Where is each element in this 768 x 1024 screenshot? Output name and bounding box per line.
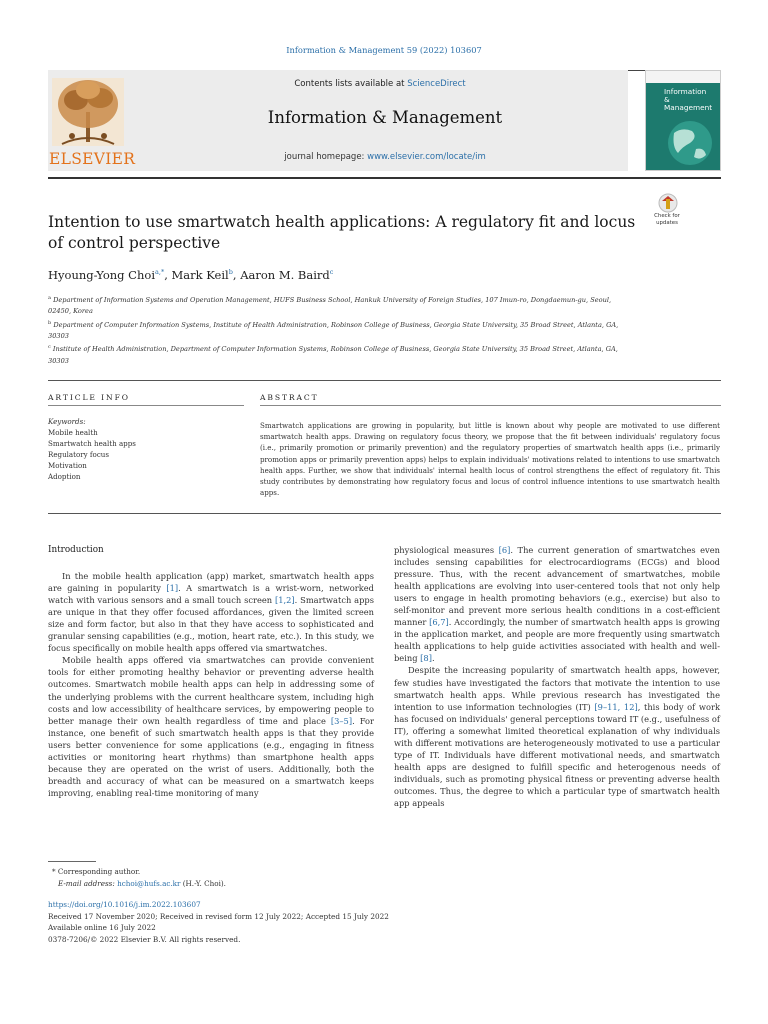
sciencedirect-link[interactable]: ScienceDirect xyxy=(407,79,466,89)
article-info-rule xyxy=(48,405,244,406)
check-for-updates-label[interactable] xyxy=(646,213,688,226)
cover-title-line2: & Management xyxy=(664,95,713,112)
keywords-label: Keywords: xyxy=(48,417,86,426)
contents-availability xyxy=(140,79,620,89)
author-marks[interactable]: b xyxy=(228,268,233,277)
email-link[interactable]: hchoi@hufs.ac.kr xyxy=(117,879,181,888)
abstract-heading: ABSTRACT xyxy=(260,393,319,402)
keyword-item: Regulatory focus xyxy=(48,449,110,459)
affiliation-item xyxy=(48,342,628,367)
contents-prefix: Contents lists available at xyxy=(294,79,408,89)
keywords-block xyxy=(48,417,244,482)
abstract-text: Smartwatch applications are growing in popularity, but little is known about why people are motivated to use different smartwatch health apps. Drawing on regulatory focus theory, we propose that the fit between individuals' regulatory focus (i.e., primarily promotion or primarily prevention) and the regulatory properties of smartwatch health apps (i.e., primarily promotion apps or primarily prevention apps) helps to explain individuals' motivations related to intentions to use smartwatch health apps. Further, we show that individuals' internal health locus of control strengthens the effect of regulatory fit. This study contributes by demonstrating how regulatory focus and locus of control influence intentions to use smartwatch health apps. xyxy=(260,421,720,498)
body-column-left xyxy=(48,544,374,799)
email-suffix: (H.-Y. Choi). xyxy=(180,879,226,888)
journal-citation[interactable]: Information & Management 59 (2022) 103607 xyxy=(286,45,482,55)
journal-homepage xyxy=(140,152,630,162)
journal-title: Information & Management xyxy=(267,108,503,127)
text-run: physiological measures xyxy=(394,545,499,555)
citation-link[interactable]: [9–11, 12] xyxy=(594,701,638,712)
text-run: . Accordingly, the number of smartwatch health apps is growing in the application market, and people are more frequently using smartwatch health applications to help guide activities associated with health and well-being xyxy=(394,617,720,664)
text-run: . A smartwatch is a wrist-worn, networked watch with various sensors and a small touch screen xyxy=(48,583,374,606)
introduction-heading: Introduction xyxy=(48,545,104,555)
text-run: . xyxy=(431,653,435,664)
text-run: In the mobile health application (app) market, smartwatch health apps are gaining in popularity xyxy=(48,571,374,594)
body-paragraph xyxy=(48,654,374,799)
body-paragraph xyxy=(48,570,374,654)
affiliation-mark: a xyxy=(48,295,51,301)
author-name[interactable]: Aaron M. Baird xyxy=(240,268,330,282)
homepage-prefix: journal homepage: xyxy=(284,152,368,162)
info-top-rule xyxy=(48,380,721,381)
copyright-line: 0378-7206/© 2022 Elsevier B.V. All rights reserved. xyxy=(48,934,241,944)
citation-link[interactable]: [1] xyxy=(166,583,179,594)
cover-title-line1: Information xyxy=(664,87,707,96)
citation-link[interactable]: [3–5] xyxy=(330,715,353,726)
text-run: Mobile health apps offered via smartwatches can provide convenient tools for either promoting healthy behavior or preventing adverse health outcomes. Smartwatch mobile health apps can help in addressing some of the underlying problems with the current healthcare system, including high costs and low accessibility of healthcare services, by empowering people to better manage their own health regardless of time and place xyxy=(48,655,374,726)
keyword-item: Mobile health xyxy=(48,427,98,437)
received-dates: Received 17 November 2020; Received in revised form 12 July 2022; Accepted 15 July 2022 xyxy=(48,911,389,921)
cover-top-strip xyxy=(646,71,720,83)
affiliation-text: Department of Computer Information Systems, Institute of Health Administration, Robinson College of Business, Georgia State University, 35 Broad Street, Atlanta, GA, 30303 xyxy=(48,320,619,340)
author-marks[interactable]: a,* xyxy=(155,268,165,277)
header-bottom-rule xyxy=(48,177,721,179)
author-name[interactable]: Hyoung-Yong Choi xyxy=(48,268,155,282)
author-list: Hyoung-Yong Choi$^{a,*}$, Mark Keil$^b$, Aaron M. Baird$^c$ xyxy=(48,268,334,282)
journal-homepage-link[interactable]: www.elsevier.com/locate/im xyxy=(367,152,486,162)
text-run: . The current generation of smartwatches even includes sensing capabilities for electrocardiograms (ECGs) and blood pressure. Thus, with the recent advancement of smartwatches, mobile health applications are evolving into user-centered tools that not only help users to engage in health promoting behaviors (e.g., exercise) but also to self-monitor and prevent more serious health conditions in a cost-efficient manner xyxy=(394,545,721,628)
body-paragraph xyxy=(394,544,720,664)
text-run: . For instance, one benefit of such smartwatch health apps is that they provide users better convenience for some applications (e.g., engaging in fitness activities or monitoring heart rhythms) than smartphone health apps because they are operated on the wrist of users. Additionally, both the breadth and accuracy of what can be measured on a smartwatch keeps improving, enabling real-time monitoring of many xyxy=(48,715,374,798)
elsevier-wordmark: ELSEVIER xyxy=(49,150,136,168)
corresponding-text: Corresponding author. xyxy=(57,867,141,876)
affiliation-mark: c xyxy=(48,344,51,351)
corresponding-author-note xyxy=(52,866,226,878)
cover-title xyxy=(664,88,720,112)
crossmark-line1: Check for xyxy=(654,213,680,219)
article-info-heading: ARTICLE INFO xyxy=(48,393,130,402)
body-paragraph xyxy=(394,664,720,809)
footnote-rule xyxy=(48,861,96,862)
journal-cover-thumbnail[interactable] xyxy=(645,70,721,171)
text-run: , this body of work has focused on individuals' general perceptions toward IT (e.g., usefulness of IT), offering a somewhat limited theoretical explanation of why individuals with different motivations are heterogeneously motivated to use a particular type of IT. Individuals have different motivational needs, and smartwatch health apps are designed to fulfill specific and heterogenous needs of individuals, such as promoting physical fitness or preventing adverse health outcomes. Thus, the degree to which a particular type of smartwatch health app appeals xyxy=(394,701,720,808)
keyword-item: Smartwatch health apps xyxy=(48,438,136,448)
keyword-item: Adoption xyxy=(48,471,81,481)
author-name[interactable]: Mark Keil xyxy=(171,268,229,282)
citation-link[interactable]: [6] xyxy=(498,545,511,555)
publication-info xyxy=(48,899,389,945)
affiliation-text: Department of Information Systems and Operation Management, HUFS Business School, Hankuk University of Foreign Studies, 107 Imun-ro, Dongdaemun-gu, Seoul, 02450, Korea xyxy=(48,296,612,316)
available-online: Available online 16 July 2022 xyxy=(48,923,156,932)
affiliation-list xyxy=(48,293,628,367)
citation-link[interactable]: [6,7] xyxy=(429,617,449,628)
footnotes xyxy=(52,866,226,890)
keyword-item: Motivation xyxy=(48,460,87,470)
email-label: E-mail address: xyxy=(58,879,115,888)
body-column-right xyxy=(394,544,720,809)
text-run: Despite the increasing popularity of smartwatch health apps, however, few studies have investigated the factors that motivate the intention to use smartwatch health apps. While previous research has investigated the intention to use information technologies (IT) xyxy=(394,665,720,712)
text-run: . Smartwatch apps are unique in that they offer focused affordances, given the limited screen size and form factor, but also in that they have access to sophisticated and granular sensing capabilities (e.g., motion, heart rate, etc.). In this study, we focus specifically on mobile health apps offered via smartwatches. xyxy=(48,595,374,654)
affiliation-text: Institute of Health Administration, Department of Computer Information Systems, Robinson College of Business, Georgia State University, 35 Broad Street, Atlanta, GA, 30303 xyxy=(48,345,618,365)
article-title: Intention to use smartwatch health applications: A regulatory fit and locus of control perspective xyxy=(48,213,636,252)
citation-link[interactable]: [8] xyxy=(420,653,432,664)
abstract-bottom-rule xyxy=(48,513,721,514)
corresponding-mark: * xyxy=(52,867,56,876)
affiliation-item xyxy=(48,293,628,318)
abstract-rule xyxy=(260,405,721,406)
cover-globe-art-icon xyxy=(646,113,721,171)
email-note xyxy=(58,878,226,890)
affiliation-item xyxy=(48,318,628,343)
crossmark-line2: updates xyxy=(656,219,678,226)
doi-link[interactable]: https://doi.org/10.1016/j.im.2022.103607 xyxy=(48,900,201,909)
citation-link[interactable]: [1,2] xyxy=(274,595,295,606)
affiliation-mark: b xyxy=(48,319,52,326)
author-marks[interactable]: c xyxy=(329,268,334,277)
